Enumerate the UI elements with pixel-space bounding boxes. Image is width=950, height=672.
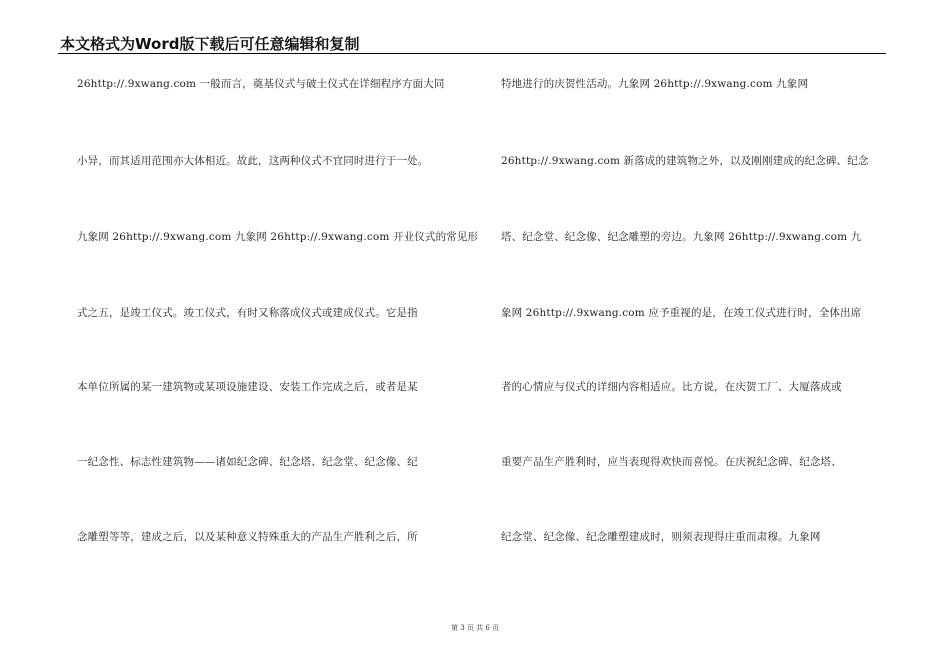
text-line: 象网 26http://.9xwang.com 应予重视的是，在竣工仪式进行时，全体出席 [501, 307, 862, 319]
text-line: 特地进行的庆贺性活动。九象网 26http://.9xwang.com 九象网 [501, 78, 809, 90]
text-line: 者的心情应与仪式的详细内容相适应。比方说，在庆贺工厂、大厦落成或 [501, 381, 842, 393]
text-line: 小异，而其适用范围亦大体相近。故此，这两种仪式不宜同时进行于一处。 [77, 155, 429, 167]
text-line: 纪念堂、纪念像、纪念雕塑建成时，则须表现得庄重而肃穆。九象网 [501, 531, 821, 543]
page-footer [0, 623, 950, 633]
text-line: 九象网 26http://.9xwang.com 九象网 26http://.9xwang.com 开业仪式的常见形 [77, 231, 479, 243]
text-line: 重要产品生产胜利时，应当表现得欢快而喜悦。在庆祝纪念碑、纪念塔、 [501, 456, 842, 468]
text-line: 一纪念性、标志性建筑物——诸如纪念碑、纪念塔、纪念堂、纪念像、纪 [77, 456, 418, 468]
header-divider [58, 53, 886, 54]
page-header-title: 本文格式为Word版下载后可任意编辑和复制 [60, 35, 360, 53]
text-line: 式之五，是竣工仪式。竣工仪式，有时又称落成仪式或建成仪式。它是指 [77, 307, 418, 319]
page-number-label: 第 3 页 共 6 页 [450, 624, 500, 632]
text-line: 念雕塑等等，建成之后，以及某种意义特殊重大的产品生产胜利之后，所 [77, 531, 418, 543]
text-line: 本单位所属的某一建筑物或某项设施建设、安装工作完成之后，或者是某 [77, 381, 418, 393]
text-line: 26http://.9xwang.com 一般而言，奠基仪式与破土仪式在详细程序方面大同 [77, 78, 445, 90]
text-line: 塔、纪念堂、纪念像、纪念雕塑的旁边。九象网 26http://.9xwang.com 九 [501, 231, 862, 243]
text-line: 26http://.9xwang.com 新落成的建筑物之外，以及刚刚建成的纪念碑、纪念 [501, 155, 869, 167]
